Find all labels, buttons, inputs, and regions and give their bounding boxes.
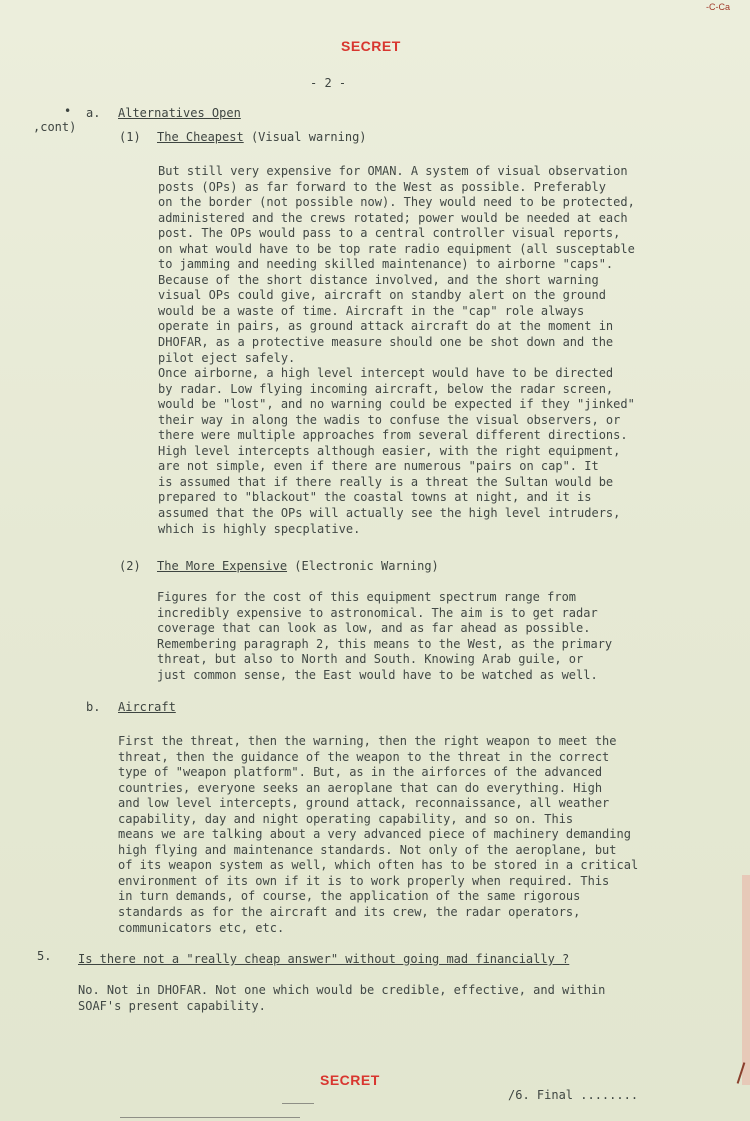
text-line: High level intercepts although easier, with the right equipment, [158,443,621,458]
corner-mark: -C-Ca [706,2,730,12]
text-line: countries, everyone seeks an aeroplane that can do everything. High [118,780,603,795]
classification-bottom: SECRET [320,1072,380,1088]
text-line: of its weapon system as well, which often has to be stored in a critical [118,858,639,873]
section-b-title: Aircraft [118,700,176,714]
text-line: operate in pairs, as ground attack aircraft do at the moment in [158,319,614,334]
text-line: on the border (not possible now). They would need to be protected, [158,195,635,210]
sub1-heading [157,130,367,146]
sub2-marker: (2) [119,559,141,573]
text-line: would be "lost", and no warning could be expected if they "jinked" [158,397,635,412]
text-line: First the threat, then the warning, then the right weapon to meet the [118,734,617,748]
text-line: Once airborne, a high level intercept would have to be directed [158,366,614,381]
section-b-body [118,734,638,936]
sub2-subtitle: (Electronic Warning) [294,559,439,573]
text-line: are not simple, even if there are numerous "pairs on cap". It [158,459,599,474]
text-line: standards as for the aircraft and its crew, the radar operators, [118,905,581,920]
text-line: threat, then the guidance of the weapon to the threat in the correct [118,749,610,764]
section-5-answer [78,983,605,1014]
text-line: by radar. Low flying incoming aircraft, below the radar screen, [158,381,614,396]
text-line: post. The OPs would pass to a central controller visual reports, [158,226,621,241]
page-number: - 2 - [310,76,347,90]
text-line: and low level intercepts, ground attack, reconnaissance, all weather [118,796,610,811]
text-line: administered and the crews rotated; power would be needed at each [158,210,628,225]
text-line: DHOFAR, as a protective measure should one be shot down and the [158,335,614,350]
margin-cont-note: ,cont) [33,120,77,134]
section-5-question: Is there not a "really cheap answer" without going mad financially ? [78,952,570,966]
text-line: Remembering paragraph 2, this means to the West, as the primary [157,636,613,651]
footer-rule-left [282,1103,314,1104]
text-line: type of "weapon platform". But, as in the airforces of the advanced [118,765,603,780]
sub1-marker: (1) [119,130,141,144]
section-b-marker: b. [86,700,101,714]
text-line: on what would have to be top rate radio equipment (all susceptable [158,241,635,256]
text-line: to jamming and needing skilled maintenance) to airborne "caps". [158,257,614,272]
text-line: No. Not in DHOFAR. Not one which would be credible, effective, and within [78,983,606,997]
margin-bullet: • [64,104,72,118]
sub1-subtitle: (Visual warning) [250,130,367,144]
sub1-body [158,164,635,537]
text-line: communicators etc, etc. [118,920,285,935]
text-line: assumed that the OPs will actually see the high level intruders, [158,506,621,521]
text-line: visual OPs could give, aircraft on standby alert on the ground [158,288,606,303]
text-line: But still very expensive for OMAN. A system of visual observation [158,164,628,178]
text-line: in turn demands, of course, the application of the same rigorous [118,889,581,904]
section-a-marker: a. [86,106,101,120]
text-line: Figures for the cost of this equipment spectrum range from [157,590,577,604]
text-line: SOAF's present capability. [78,998,266,1013]
next-page-reference: /6. Final ........ [508,1088,639,1102]
text-line: there were multiple approaches from several different directions. [158,428,628,443]
text-line: environment of its own if it is to work properly when required. This [118,873,610,888]
right-edge-tint [742,875,750,1085]
footer-rule-bottom [120,1117,300,1118]
text-line: means we are talking about a very advanced piece of machinery demanding [118,827,631,842]
sub1-title: The Cheapest [157,130,244,144]
text-line: is assumed that if there really is a threat the Sultan would be [158,474,614,489]
sub2-body [157,590,612,683]
classification-top: SECRET [341,38,401,54]
text-line: prepared to "blackout" the coastal towns at night, and it is [158,490,592,505]
text-line: pilot eject safely. [158,350,296,365]
text-line: which is highly specplative. [158,521,361,536]
text-line: high flying and maintenance standards. Not only of the aeroplane, but [118,842,617,857]
text-line: capability, day and night operating capability, and so on. This [118,811,574,826]
text-line: incredibly expensive to astronomical. The aim is to get radar [157,605,598,620]
text-line: just common sense, the East would have to be watched as well. [157,667,598,682]
sub2-heading [157,559,439,575]
text-line: coverage that can look as low, and as far ahead as possible. [157,621,591,636]
text-line: would be a waste of time. Aircraft in the "cap" role always [158,303,585,318]
text-line: threat, but also to North and South. Knowing Arab guile, or [157,652,584,667]
text-line: Because of the short distance involved, and the short warning [158,272,599,287]
text-line: posts (OPs) as far forward to the West as possible. Preferably [158,179,606,194]
sub2-title: The More Expensive [157,559,288,573]
section-5-marker: 5. [37,949,52,963]
text-line: their way in along the wadis to confuse the visual observers, or [158,412,621,427]
section-a-title: Alternatives Open [118,106,241,120]
